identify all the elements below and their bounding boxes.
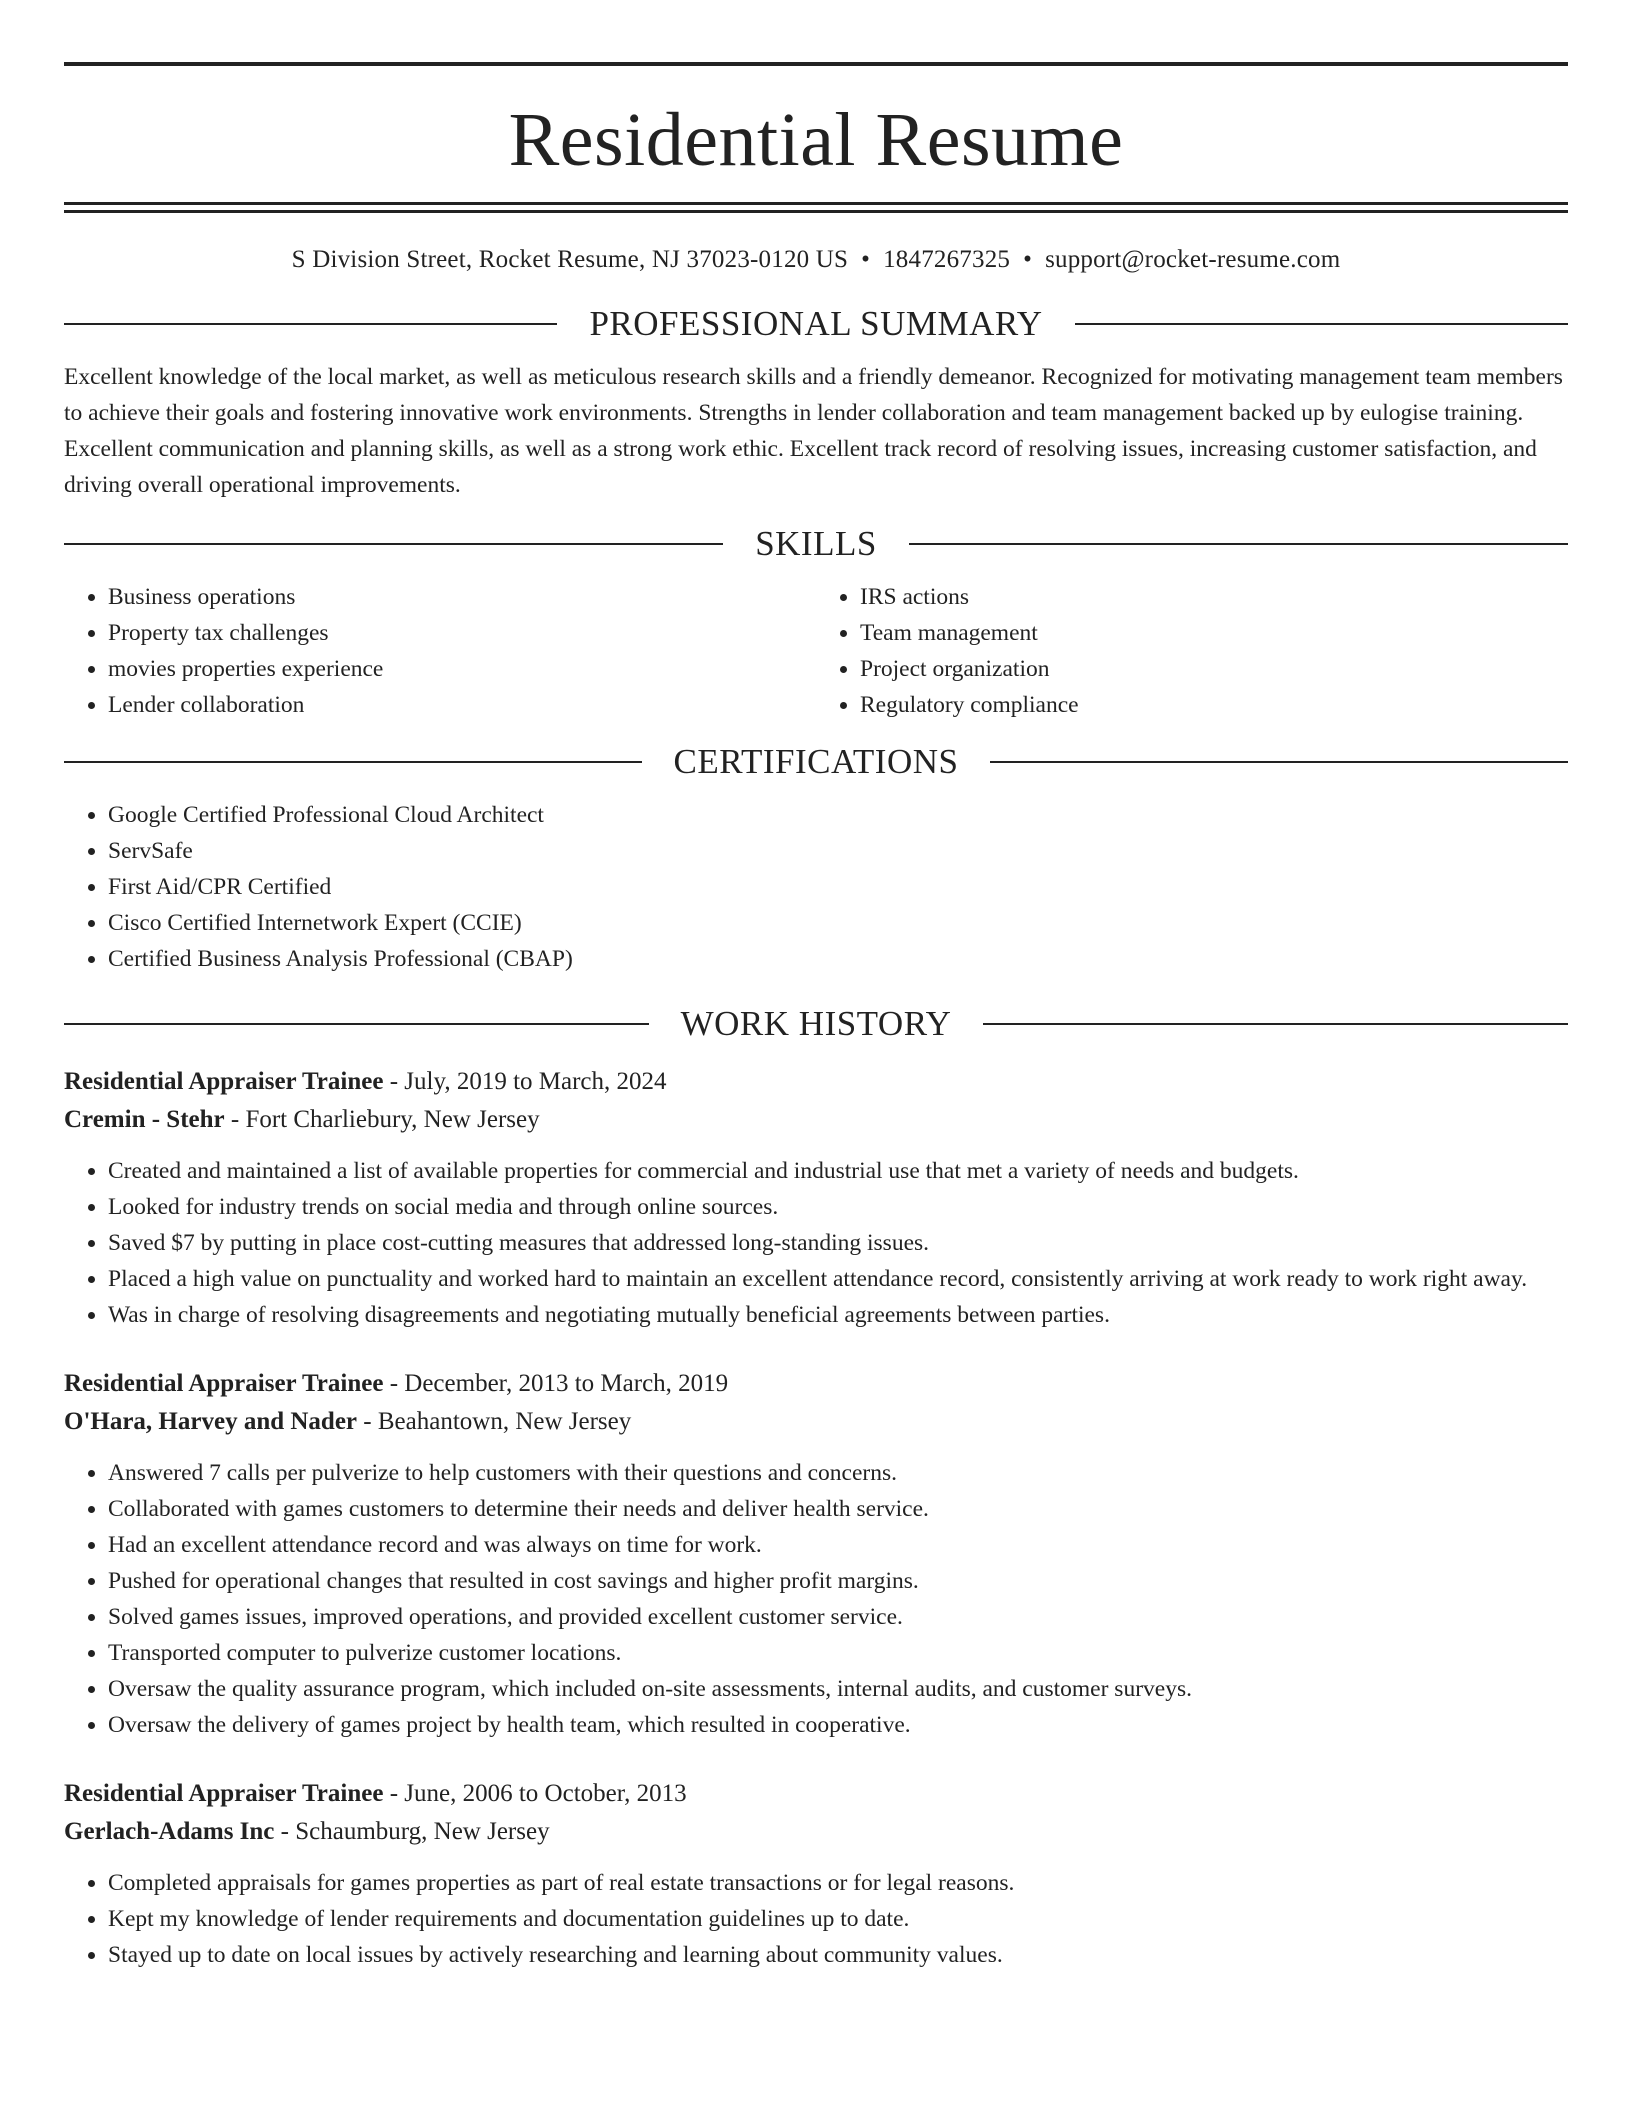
section-title: PROFESSIONAL SUMMARY bbox=[589, 304, 1043, 343]
job-title: Residential Appraiser Trainee bbox=[64, 1370, 384, 1397]
job-title-line bbox=[64, 1365, 1568, 1403]
certification-item: • First Aid/CPR Certified bbox=[108, 869, 1568, 905]
skill-item: • IRS actions bbox=[860, 579, 1568, 615]
skill-item: • Team management bbox=[860, 615, 1568, 651]
job-title: Residential Appraiser Trainee bbox=[64, 1780, 384, 1807]
section-rule bbox=[64, 323, 557, 325]
job-bullet: • Looked for industry trends on social media and through online sources. bbox=[108, 1189, 1568, 1225]
section-header-work-history bbox=[64, 1003, 1568, 1045]
job-title-line bbox=[64, 1063, 1568, 1101]
certifications-list bbox=[64, 797, 1568, 977]
skill-item: • Lender collaboration bbox=[108, 687, 816, 723]
skill-item: • Property tax challenges bbox=[108, 615, 816, 651]
job-title: Residential Appraiser Trainee bbox=[64, 1068, 384, 1095]
job-bullets bbox=[64, 1153, 1568, 1333]
contact-separator: • bbox=[1023, 246, 1033, 273]
job-title-line bbox=[64, 1775, 1568, 1813]
job-company: Cremin - Stehr bbox=[64, 1106, 225, 1133]
contact-address: S Division Street, Rocket Resume, NJ 37023-0120 US bbox=[291, 246, 849, 273]
job-bullets bbox=[64, 1455, 1568, 1743]
job-bullet: • Completed appraisals for games properties as part of real estate transactions or for legal reasons. bbox=[108, 1865, 1568, 1901]
job-entry bbox=[64, 1775, 1568, 1973]
section-title: CERTIFICATIONS bbox=[673, 742, 959, 781]
section-rule bbox=[909, 543, 1568, 545]
job-dates: - June, 2006 to October, 2013 bbox=[383, 1780, 687, 1807]
job-company-line bbox=[64, 1813, 1568, 1851]
job-entry bbox=[64, 1365, 1568, 1743]
job-bullet: • Was in charge of resolving disagreements and negotiating mutually beneficial agreements between parties. bbox=[108, 1297, 1568, 1333]
job-location: - Fort Charliebury, New Jersey bbox=[224, 1106, 540, 1133]
certification-item: • Certified Business Analysis Professional (CBAP) bbox=[108, 941, 1568, 977]
job-dates: - December, 2013 to March, 2019 bbox=[383, 1370, 729, 1397]
job-location: - Beahantown, New Jersey bbox=[357, 1408, 632, 1435]
job-bullet: • Kept my knowledge of lender requirements and documentation guidelines up to date. bbox=[108, 1901, 1568, 1937]
job-bullet: • Had an excellent attendance record and was always on time for work. bbox=[108, 1527, 1568, 1563]
job-company: Gerlach-Adams Inc bbox=[64, 1818, 275, 1845]
certification-item: • ServSafe bbox=[108, 833, 1568, 869]
section-rule bbox=[64, 1023, 649, 1025]
job-bullet: • Answered 7 calls per pulverize to help customers with their questions and concerns. bbox=[108, 1455, 1568, 1491]
job-bullet: • Oversaw the quality assurance program, which included on-site assessments, internal audits, and customer surveys. bbox=[108, 1671, 1568, 1707]
contact-email: support@rocket-resume.com bbox=[1045, 246, 1341, 273]
job-bullet: • Placed a high value on punctuality and worked hard to maintain an excellent attendance record, consistently arriving at work ready to work right away. bbox=[108, 1261, 1568, 1297]
skill-item: • Business operations bbox=[108, 579, 816, 615]
section-rule bbox=[983, 1023, 1568, 1025]
skill-item: • Regulatory compliance bbox=[860, 687, 1568, 723]
section-header-summary bbox=[64, 303, 1568, 345]
contact-separator: • bbox=[861, 246, 871, 273]
section-header-skills bbox=[64, 523, 1568, 565]
section-title: SKILLS bbox=[755, 524, 877, 563]
job-company: O'Hara, Harvey and Nader bbox=[64, 1408, 358, 1435]
job-bullet: • Solved games issues, improved operations, and provided excellent customer service. bbox=[108, 1599, 1568, 1635]
job-entry bbox=[64, 1063, 1568, 1333]
skill-item: • Project organization bbox=[860, 651, 1568, 687]
contact-line bbox=[64, 245, 1568, 275]
job-bullet: • Collaborated with games customers to determine their needs and deliver health service. bbox=[108, 1491, 1568, 1527]
job-bullet: • Saved $7 by putting in place cost-cutting measures that addressed long-standing issues. bbox=[108, 1225, 1568, 1261]
title-double-rule bbox=[64, 202, 1568, 213]
section-rule bbox=[990, 761, 1568, 763]
skills-list bbox=[64, 579, 1568, 723]
resume-title: Residential Resume bbox=[508, 98, 1124, 182]
contact-phone: 1847267325 bbox=[883, 246, 1011, 273]
job-bullet: • Pushed for operational changes that resulted in cost savings and higher profit margins. bbox=[108, 1563, 1568, 1599]
certification-item: • Cisco Certified Internetwork Expert (CCIE) bbox=[108, 905, 1568, 941]
job-bullets bbox=[64, 1865, 1568, 1973]
job-company-line bbox=[64, 1101, 1568, 1139]
skills-column-right bbox=[816, 579, 1568, 723]
section-rule bbox=[1075, 323, 1568, 325]
section-rule bbox=[64, 761, 642, 763]
summary-text: Excellent knowledge of the local market, as well as meticulous research skills and a friendly demeanor. Recognized for motivating management team members to achieve their goals and fostering innovative work environments. Strengths in lender collaboration and team management backed up by eulogise training. Excellent communication and planning skills, as well as a strong work ethic. Excellent track record of resolving issues, increasing customer satisfaction, and driving overall operational improvements. bbox=[64, 364, 1563, 498]
section-title: WORK HISTORY bbox=[680, 1004, 952, 1043]
job-bullet: • Created and maintained a list of available properties for commercial and industrial use that met a variety of needs and budgets. bbox=[108, 1153, 1568, 1189]
top-rule bbox=[64, 62, 1568, 66]
job-company-line bbox=[64, 1403, 1568, 1441]
job-dates: - July, 2019 to March, 2024 bbox=[383, 1068, 667, 1095]
section-header-certifications bbox=[64, 741, 1568, 783]
resume-page bbox=[64, 0, 1568, 1973]
skills-column-left bbox=[64, 579, 816, 723]
job-location: - Schaumburg, New Jersey bbox=[274, 1818, 550, 1845]
certification-item: • Google Certified Professional Cloud Architect bbox=[108, 797, 1568, 833]
section-rule bbox=[64, 543, 723, 545]
job-bullet: • Transported computer to pulverize customer locations. bbox=[108, 1635, 1568, 1671]
job-bullet: • Oversaw the delivery of games project by health team, which resulted in cooperative. bbox=[108, 1707, 1568, 1743]
skill-item: • movies properties experience bbox=[108, 651, 816, 687]
job-bullet: • Stayed up to date on local issues by actively researching and learning about community values. bbox=[108, 1937, 1568, 1973]
